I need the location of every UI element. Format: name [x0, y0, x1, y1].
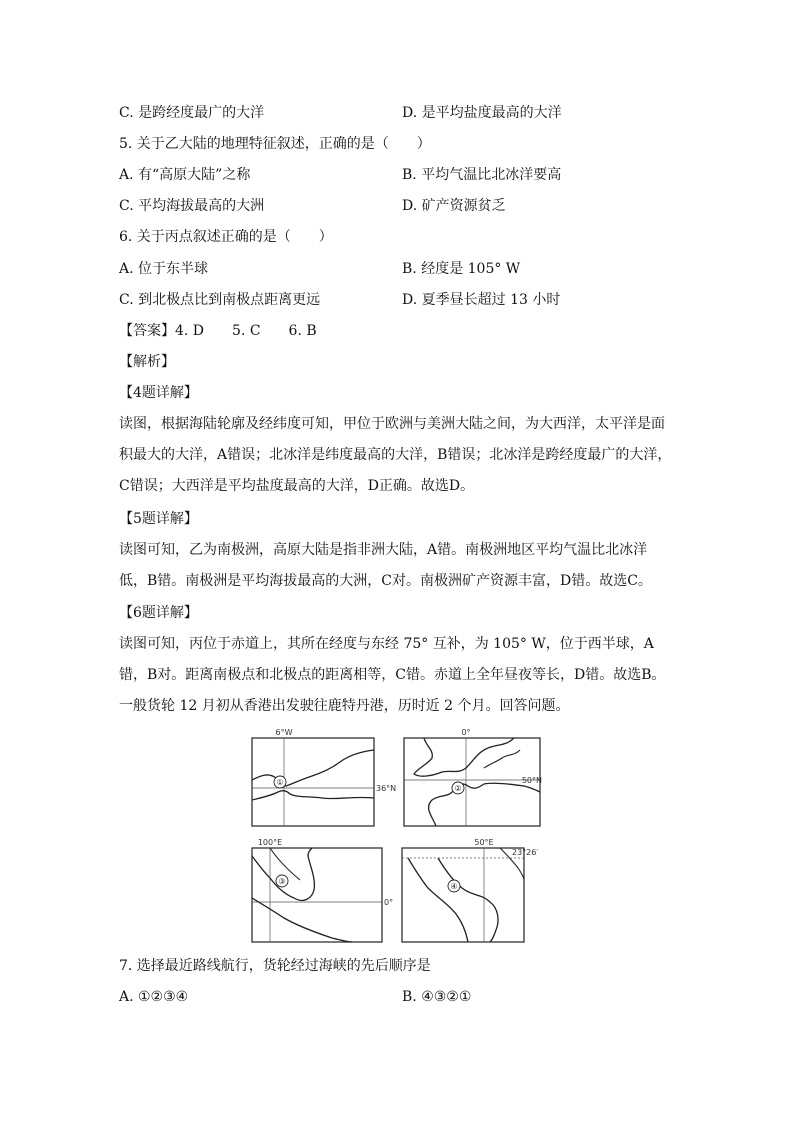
- q5-stem: 5. 关于乙大陆的地理特征叙述，正确的是（ ）: [119, 136, 431, 152]
- map-4-lon-label: 50°E: [474, 838, 494, 847]
- map-3-marker: ③: [278, 877, 286, 886]
- q7-stem: 7. 选择最近路线航行，货轮经过海峡的先后顺序是: [119, 958, 431, 974]
- q4-option-d: D. 是平均盐度最高的大洋: [402, 105, 562, 121]
- map-4-marker: ④: [450, 882, 458, 891]
- map-2-lat-label: 50°N: [521, 776, 542, 785]
- map-3-lat-label: 0°: [384, 898, 394, 907]
- q5-option-a: A. 有“高原大陆”之称: [119, 167, 251, 183]
- answer-line: 【答案】4. D 5. C 6. B: [119, 323, 317, 339]
- q4-option-c: C. 是跨经度最广的大洋: [119, 105, 265, 121]
- detail5-heading: 【5题详解】: [119, 511, 198, 527]
- map-1-lat-label: 36°N: [376, 784, 397, 793]
- detail6-heading: 【6题详解】: [119, 605, 198, 621]
- map-4-bab-el-mandeb: [402, 838, 538, 942]
- intro-text: 一般货轮 12 月初从香港出发驶往鹿特丹港，历时近 2 个月。回答问题。: [119, 698, 570, 714]
- q5-option-d: D. 矿产资源贫乏: [402, 198, 506, 214]
- map-4-lat-label: 23°26′: [512, 848, 539, 857]
- map-1-lon-label: 6°W: [275, 728, 293, 737]
- map-2-lon-label: 0°: [461, 728, 471, 737]
- q6-stem: 6. 关于丙点叙述正确的是（ ）: [119, 229, 333, 245]
- analysis-label: 【解析】: [119, 354, 175, 370]
- q5-option-b: B. 平均气温比北冰洋要高: [402, 167, 562, 183]
- detail6-text: 读图可知，丙位于赤道上，其所在经度与东经 75° 互补，为 105° W，位于西半球，A错，B对。距离南极点和北极点的距离相等，C错。赤道上全年昼夜等长，D错。故选B。: [119, 636, 666, 683]
- q7-option-b: B. ④③②①: [402, 989, 472, 1005]
- detail4-heading: 【4题详解】: [119, 385, 198, 401]
- detail4-text: 读图，根据海陆轮廓及经纬度可知，甲位于欧洲与美洲大陆之间，为大西洋，太平洋是面积最大的大洋，A错误；北冰洋是纬度最高的大洋，B错误；北冰洋是跨经度最广的大洋，C错误；大西洋是平均盐度最高的大洋，D正确。故选D。: [119, 416, 672, 494]
- strait-maps-figure: [248, 728, 544, 944]
- q5-option-c: C. 平均海拔最高的大洲: [119, 198, 265, 214]
- q6-option-b: B. 经度是 105° W: [402, 261, 521, 277]
- map-1-gibraltar: [252, 728, 396, 826]
- q6-option-c: C. 到北极点比到南极点距离更远: [119, 292, 321, 308]
- q6-option-d: D. 夏季昼长超过 13 小时: [402, 292, 561, 308]
- map-2-dover: [404, 728, 542, 826]
- map-3-malacca: [252, 838, 393, 942]
- q6-option-a: A. 位于东半球: [119, 261, 209, 277]
- q7-option-a: A. ①②③④: [119, 989, 189, 1005]
- map-3-lon-label: 100°E: [257, 838, 283, 847]
- map-1-marker: ①: [276, 778, 284, 787]
- map-2-marker: ②: [454, 784, 462, 793]
- detail5-text: 读图可知，乙为南极洲，高原大陆是指非洲大陆，A错。南极洲地区平均气温比北冰洋低，B错。南极洲是平均海拔最高的大洲，C对。南极洲矿产资源丰富，D错。故选C。: [119, 542, 652, 589]
